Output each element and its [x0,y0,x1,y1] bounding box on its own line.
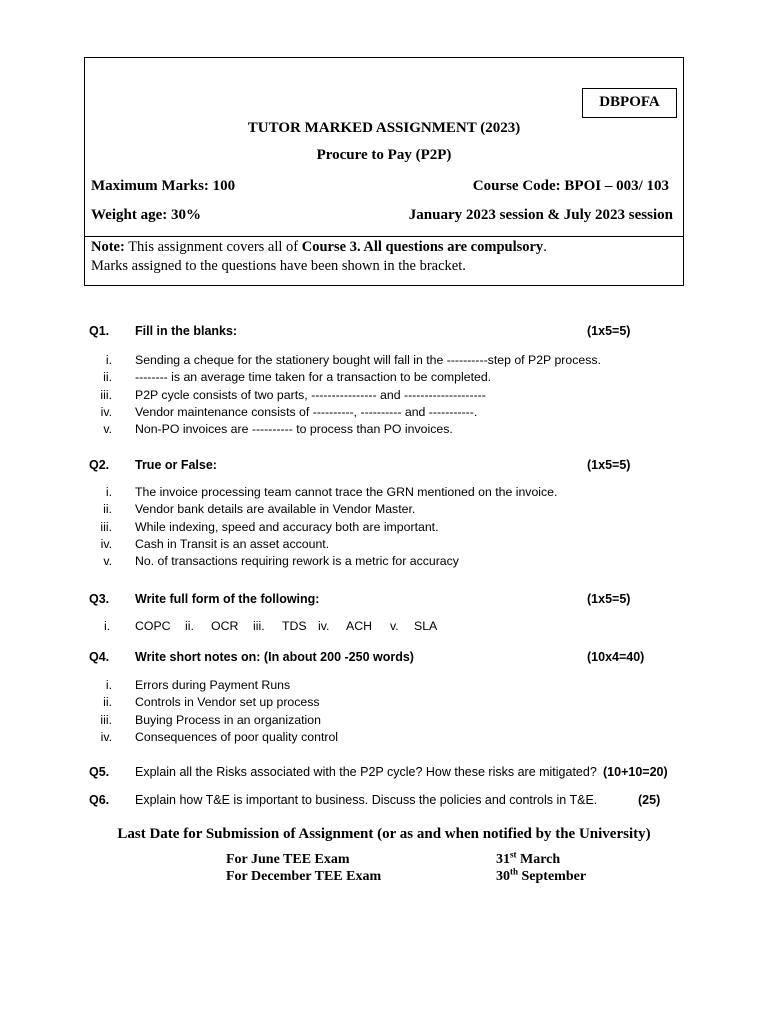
note-label: Note: [91,239,125,255]
list-item [84,369,684,386]
item-text: Vendor bank details are available in Vendor Master. [135,502,416,517]
question-title: Fill in the blanks: [135,324,238,338]
question-number: Q1. [89,324,110,338]
date-suffix: th [510,866,519,877]
item-number: ii. [185,619,194,633]
december-exam-label: For December TEE Exam [226,869,382,884]
date-day: 30 [496,869,510,884]
item-number: iii. [100,519,112,534]
item-number: iv. [100,729,112,744]
item-number: iii. [253,619,265,633]
item-text: TDS [282,619,307,633]
item-text: COPC [135,619,171,633]
list-item [84,694,684,711]
december-exam-date [496,866,587,885]
assignment-note [91,238,676,276]
item-number: iii. [100,712,112,727]
question-title: Write full form of the following: [135,592,320,606]
question-2-items [84,484,684,570]
item-number: iv. [100,536,112,551]
item-number: ii. [103,695,112,710]
item-text: Consequences of poor quality control [135,729,339,744]
assignment-title: TUTOR MARKED ASSIGNMENT (2023) [247,120,521,136]
list-item [84,553,684,570]
item-text: P2P cycle consists of two parts, ---------------- and -------------------- [135,387,486,402]
list-item [84,677,684,694]
date-month: March [516,852,561,867]
course-code: Course Code: BPOI – 003/ 103 [472,178,669,194]
list-item [84,387,684,404]
question-number: Q5. [89,765,110,779]
weightage: Weight age: 30% [91,207,201,223]
list-item [84,484,684,501]
list-item [84,404,684,421]
question-number: Q3. [89,592,110,606]
list-item [84,501,684,518]
list-item [84,712,684,729]
question-marks: (1x5=5) [587,458,631,472]
question-1-items [84,352,684,438]
item-number: iv. [100,404,112,419]
question-marks: (10+10=20) [603,765,668,779]
last-date-heading: Last Date for Submission of Assignment (or as and when notified by the University) [117,826,651,842]
question-number: Q4. [89,650,110,664]
list-item [84,536,684,553]
session: January 2023 session & July 2023 session [408,207,673,223]
item-text: ACH [346,619,372,633]
question-number: Q6. [89,793,110,807]
question-marks: (1x5=5) [587,324,631,338]
assignment-header [84,57,684,286]
item-text: Sending a cheque for the stationery bought will fall in the ----------step of P2P process. [135,353,601,367]
date-suffix: st [510,849,517,860]
course-code-box: DBPOFA [582,88,677,118]
date-month: September [518,869,587,884]
item-number: i. [104,619,111,633]
item-number: v. [390,619,399,633]
item-number: v. [103,554,112,569]
item-text: SLA [414,619,438,633]
question-title: Write short notes on: (In about 200 -250 words) [135,650,414,664]
list-item [84,352,684,369]
note-text-2: . [543,239,547,255]
item-number: ii. [103,370,112,385]
list-item [84,421,684,438]
item-number: i. [105,485,112,499]
question-4-items [84,677,684,746]
june-exam-date [496,849,561,868]
item-number: ii. [103,502,112,517]
question-title: True or False: [135,458,217,472]
note-text-1: This assignment covers all of [124,239,302,255]
item-text: No. of transactions requiring rework is a metric for accuracy [135,554,459,569]
date-day: 31 [496,852,510,867]
list-item [84,519,684,536]
question-3-items [0,619,768,637]
list-item [84,729,684,746]
item-text: While indexing, speed and accuracy both are important. [135,519,439,534]
question-marks: (10x4=40) [587,650,645,664]
question-number: Q2. [89,458,110,472]
note-bold: Course 3. All questions are compulsory [301,239,544,255]
item-text: Cash in Transit is an asset account. [135,536,330,551]
item-text: Errors during Payment Runs [135,678,291,692]
item-number: i. [105,353,112,367]
question-marks: (1x5=5) [587,592,631,606]
item-text: Vendor maintenance consists of ----------, ---------- and -----------. [135,404,478,419]
item-text: Controls in Vendor set up process [135,695,320,710]
item-number: v. [103,422,112,437]
question-marks: (25) [638,793,661,807]
note-line-2: Marks assigned to the questions have been shown in the bracket. [91,258,466,274]
item-text: Non-PO invoices are ---------- to process than PO invoices. [135,422,453,437]
item-text: OCR [211,619,239,633]
item-number: iv. [318,619,330,633]
item-text: -------- is an average time taken for a transaction to be completed. [135,370,492,385]
item-text: The invoice processing team cannot trace the GRN mentioned on the invoice. [135,485,558,499]
item-text: Buying Process in an organization [135,712,321,727]
subject-title: Procure to Pay (P2P) [316,147,452,163]
question-title: Explain how T&E is important to business. Discuss the policies and controls in T&E. [135,793,598,807]
item-number: i. [105,678,112,692]
header-divider [85,236,683,237]
item-number: iii. [100,387,112,402]
maximum-marks: Maximum Marks: 100 [91,178,236,194]
june-exam-label: For June TEE Exam [226,852,350,867]
question-title: Explain all the Risks associated with the P2P cycle? How these risks are mitigated? [135,765,597,779]
